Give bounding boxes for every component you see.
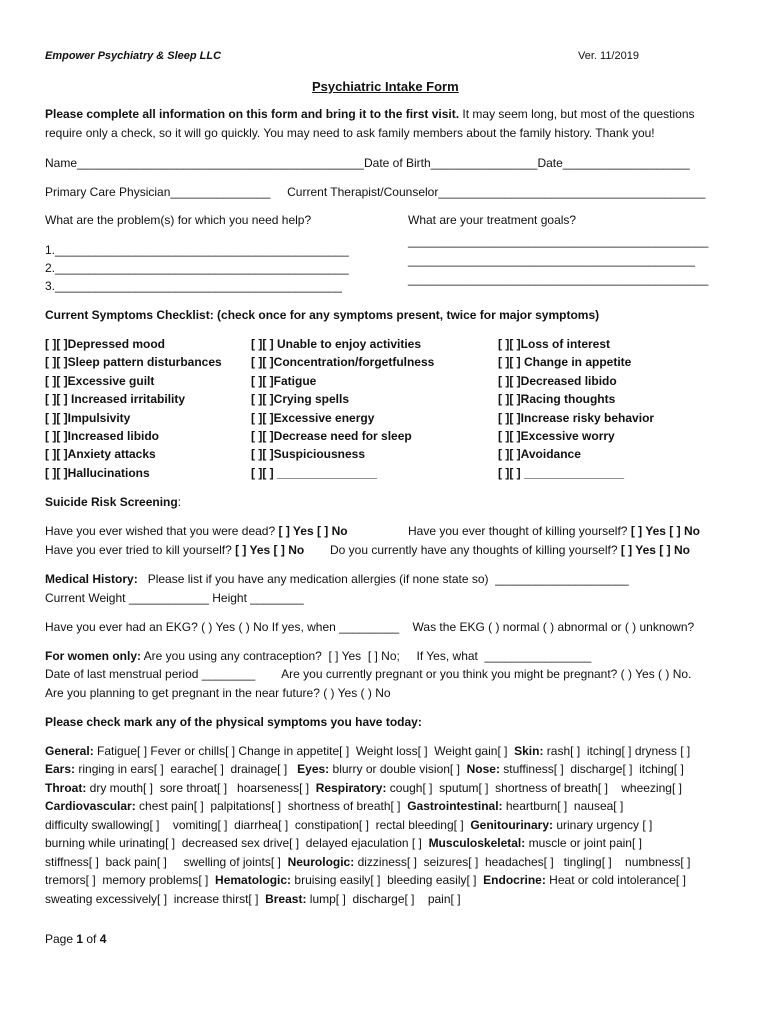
women-only-label: For women only: [45, 649, 141, 663]
general-label: General: [45, 744, 94, 758]
suicide-heading-line [45, 495, 181, 509]
eyes-items[interactable]: blurry or double vision[ ] [329, 762, 467, 776]
breast-label: Breast: [265, 892, 307, 906]
page-title: Psychiatric Intake Form [312, 79, 459, 94]
musculoskeletal-items-cont[interactable]: stiffness[ ] back pain[ ] swelling of joints[ ] [45, 855, 288, 869]
endocrine-label: Endocrine: [483, 873, 546, 887]
breast-items[interactable]: lump[ ] discharge[ ] pain[ ] [306, 892, 461, 906]
physical-line-5[interactable] [45, 818, 652, 832]
ears-label: Ears: [45, 762, 76, 776]
suicide-q4-text: Do you currently have any thoughts of killing yourself? [330, 543, 618, 557]
symptom-item[interactable]: [ ][ ]Fatigue [251, 373, 317, 388]
allergies-field[interactable]: Please list if you have any medication allergies (if none state so) ____________________ [137, 572, 629, 586]
problem-3-field[interactable]: 3.___________________________________________ [45, 279, 342, 293]
page-number [45, 932, 106, 946]
endocrine-items-cont[interactable]: sweating excessively[ ] increase thirst[ ] [45, 892, 266, 906]
physical-line-1[interactable] [45, 744, 690, 758]
nose-label: Nose: [466, 762, 500, 776]
suicide-q1-answer[interactable]: [ ] Yes [ ] No [278, 524, 348, 538]
musculoskeletal-items[interactable]: muscle or joint pain[ ] [525, 836, 642, 850]
physical-symptoms-heading: Please check mark any of the physical symptoms you have today: [45, 715, 422, 729]
musculoskeletal-label: Musculoskeletal: [428, 836, 526, 850]
suicide-q1-text: Have you ever wished that you were dead? [45, 524, 276, 538]
page-current: 1 [76, 932, 84, 946]
suicide-q2 [408, 524, 700, 538]
neurologic-label: Neurologic: [287, 855, 355, 869]
genitourinary-items[interactable]: urinary urgency [ ] [553, 818, 653, 832]
suicide-heading: Suicide Risk Screening [45, 495, 178, 509]
endocrine-items[interactable]: Heat or cold intolerance[ ] [545, 873, 686, 887]
general-items[interactable]: Fatigue[ ] Fever or chills[ ] Change in appetite[ ] Weight loss[ ] Weight gain[ ] [93, 744, 515, 758]
throat-label: Throat: [45, 781, 87, 795]
suicide-q2-answer[interactable]: [ ] Yes [ ] No [630, 524, 700, 538]
menstrual-pregnancy-question[interactable]: Date of last menstrual period ________ Are you currently pregnant or you think you might be pregnant? ( ) Yes ( ) No. [45, 667, 692, 681]
problem-2-field[interactable]: 2.____________________________________________ [45, 261, 349, 275]
weight-height-field[interactable]: Current Weight ____________ Height ________ [45, 591, 304, 605]
goal-3-field[interactable]: _____________________________________________ [408, 272, 709, 286]
symptoms-heading: Current Symptoms Checklist: (check once for any symptoms present, twice for major symptoms) [45, 308, 600, 322]
intro-line-1 [45, 107, 695, 121]
symptom-item[interactable]: [ ][ ]Avoidance [498, 447, 581, 462]
contraception-question[interactable]: Are you using any contraception? [ ] Yes [ ] No; If Yes, what ________________ [141, 649, 592, 663]
suicide-q1 [45, 524, 348, 538]
nose-items[interactable]: stuffiness[ ] discharge[ ] itching[ ] [499, 762, 684, 776]
problems-question: What are the problem(s) for which you need help? [45, 213, 312, 227]
goals-question: What are your treatment goals? [408, 213, 577, 227]
symptom-item[interactable]: [ ][ ]Increase risky behavior [498, 410, 655, 425]
suicide-q3-answer[interactable]: [ ] Yes [ ] No [235, 543, 305, 557]
skin-label: Skin: [514, 744, 544, 758]
gastrointestinal-label: Gastrointestinal: [407, 799, 503, 813]
gastrointestinal-items[interactable]: heartburn[ ] nausea[ ] [502, 799, 624, 813]
symptom-item[interactable]: [ ][ ] _______________ [251, 465, 378, 480]
skin-items[interactable]: rash[ ] itching[ ] dryness [ ] [543, 744, 691, 758]
genitourinary-label: Genitourinary: [470, 818, 554, 832]
eyes-label: Eyes: [297, 762, 330, 776]
symptom-item[interactable]: [ ][ ]Concentration/forgetfulness [251, 355, 435, 370]
intro-bold: Please complete all information on this form and bring it to the first visit. [45, 107, 460, 121]
suicide-q2-text: Have you ever thought of killing yourself? [408, 524, 628, 538]
physical-line-4[interactable] [45, 799, 623, 813]
symptom-item[interactable]: [ ][ ]Decreased libido [498, 373, 617, 388]
page-word: Page [45, 932, 77, 946]
suicide-q3 [45, 543, 304, 557]
symptom-item[interactable]: [ ][ ]Excessive energy [251, 410, 375, 425]
company-name: Empower Psychiatry & Sleep LLC [45, 50, 222, 62]
symptom-item[interactable]: [ ][ ]Hallucinations [45, 465, 150, 480]
intro-rest: It may seem long, but most of the questions [459, 107, 695, 121]
respiratory-items[interactable]: cough[ ] sputum[ ] shortness of breath[ ] wheezing[ ] [386, 781, 682, 795]
symptoms-col-1 [45, 337, 222, 484]
physician-counselor-field[interactable]: Primary Care Physician_______________ Current Therapist/Counselor________________________________________ [45, 185, 706, 199]
symptom-item[interactable]: [ ][ ] Unable to enjoy activities [251, 337, 422, 351]
planning-pregnancy-question[interactable]: Are you planning to get pregnant in the near future? ( ) Yes ( ) No [45, 686, 391, 700]
genitourinary-items-cont[interactable]: burning while urinating[ ] decreased sex drive[ ] delayed ejaculation [ ] [45, 836, 429, 850]
physical-line-7[interactable] [45, 855, 690, 869]
throat-items[interactable]: dry mouth[ ] sore throat[ ] hoarseness[ ] [86, 781, 316, 795]
respiratory-label: Respiratory: [315, 781, 387, 795]
symptom-item[interactable]: [ ][ ]Racing thoughts [498, 392, 616, 407]
physical-line-8[interactable] [45, 873, 686, 887]
symptoms-col-3 [498, 337, 654, 484]
symptom-item[interactable]: [ ][ ]Excessive guilt [45, 373, 155, 388]
physical-line-2[interactable] [45, 762, 684, 776]
suicide-q4-answer[interactable]: [ ] Yes [ ] No [620, 543, 690, 557]
goal-2-field[interactable]: ___________________________________________ [408, 253, 695, 267]
symptom-item[interactable]: [ ][ ]Depressed mood [45, 337, 166, 351]
cardiovascular-items[interactable]: chest pain[ ] palpitations[ ] shortness of breath[ ] [135, 799, 408, 813]
hematologic-label: Hematologic: [215, 873, 292, 887]
symptom-item[interactable]: [ ][ ] _______________ [498, 465, 625, 480]
neurologic-items-cont[interactable]: tremors[ ] memory problems[ ] [45, 873, 216, 887]
symptom-item[interactable]: [ ][ ] Change in appetite [498, 355, 632, 370]
ekg-question[interactable]: Have you ever had an EKG? ( ) Yes ( ) No If yes, when _________ Was the EKG ( ) normal ( ) abnormal or ( ) unknown? [45, 620, 695, 634]
suicide-q4 [330, 543, 690, 557]
symptom-item[interactable]: [ ][ ] Increased irritability [45, 392, 186, 407]
physical-line-3[interactable] [45, 781, 682, 795]
neurologic-items[interactable]: dizziness[ ] seizures[ ] headaches[ ] tingling[ ] numbness[ ] [354, 855, 691, 869]
symptom-item[interactable]: [ ][ ]Sleep pattern disturbances [45, 355, 222, 370]
gastrointestinal-items-cont[interactable]: difficulty swallowing[ ] vomiting[ ] diarrhea[ ] constipation[ ] rectal bleeding[ ] [45, 818, 471, 832]
women-line-1 [45, 649, 591, 663]
physical-line-9[interactable] [45, 892, 461, 906]
page-total: 4 [99, 932, 107, 946]
page-of-word: of [83, 932, 100, 946]
goal-1-field[interactable]: _____________________________________________ [408, 234, 709, 248]
symptoms-col-2 [251, 337, 434, 484]
symptom-item[interactable]: [ ][ ]Excessive worry [498, 428, 615, 443]
ears-items[interactable]: ringing in ears[ ] earache[ ] drainage[ ] [75, 762, 298, 776]
name-dob-date-field[interactable]: Name___________________________________________Date of Birth________________Date___________________ [45, 156, 690, 170]
cardiovascular-label: Cardiovascular: [45, 799, 136, 813]
physical-line-6[interactable] [45, 836, 642, 850]
symptom-item[interactable]: [ ][ ]Loss of interest [498, 337, 611, 351]
medical-history-label: Medical History: [45, 572, 138, 586]
symptom-item[interactable]: [ ][ ]Decrease need for sleep [251, 428, 412, 443]
symptom-item[interactable]: [ ][ ]Anxiety attacks [45, 447, 156, 462]
hematologic-items[interactable]: bruising easily[ ] bleeding easily[ ] [291, 873, 484, 887]
symptom-item[interactable]: [ ][ ]Crying spells [251, 392, 350, 407]
symptom-item[interactable]: [ ][ ]Increased libido [45, 428, 160, 443]
problem-1-field[interactable]: 1.____________________________________________ [45, 243, 349, 257]
symptom-item[interactable]: [ ][ ]Impulsivity [45, 410, 131, 425]
version-label: Ver. 11/2019 [578, 50, 639, 62]
intro-line-2: require only a check, so it will go quickly. You may need to ask family members about the family history. Thank you! [45, 126, 655, 140]
symptom-item[interactable]: [ ][ ]Suspiciousness [251, 447, 366, 462]
suicide-heading-colon: : [177, 495, 182, 509]
medical-history-line [45, 572, 629, 586]
suicide-q3-text: Have you ever tried to kill yourself? [45, 543, 232, 557]
